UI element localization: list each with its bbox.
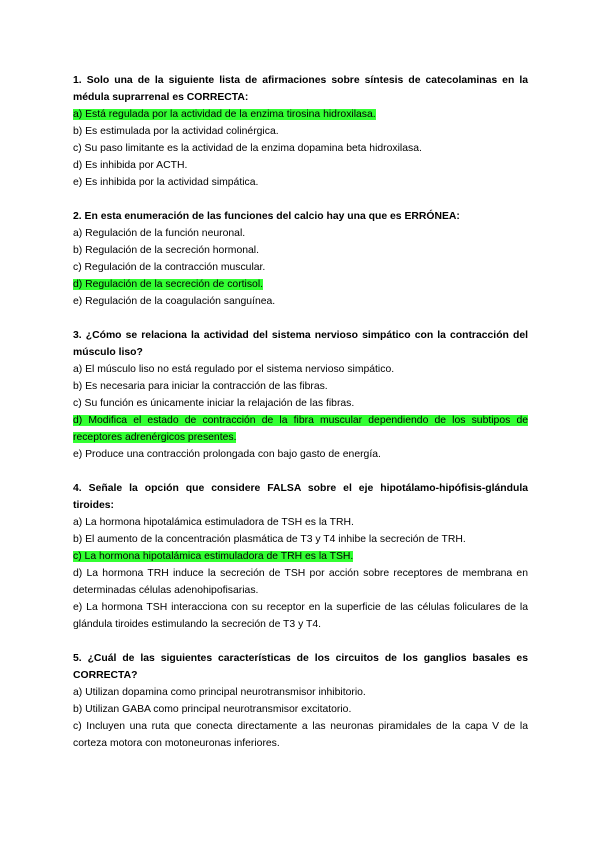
answer-option: b) Regulación de la secreción hormonal.	[73, 245, 259, 256]
answer-option: a) El músculo liso no está regulado por el sistema nervioso simpático.	[73, 364, 395, 375]
highlighted-answer: c) La hormona hipotalámica estimuladora de TRH es la TSH.	[73, 551, 354, 562]
answer-option: e) La hormona TSH interacciona con su receptor en la superficie de las células foliculares de la glándula tiroides estimulando la secreción de T3 y T4.	[73, 602, 528, 630]
question-title: 3. ¿Cómo se relaciona la actividad del sistema nervioso simpático con la contracción del músculo liso?	[73, 330, 528, 358]
answer-option: b) Es necesaria para iniciar la contracción de las fibras.	[73, 381, 328, 392]
answer-option	[73, 276, 528, 293]
answer-option: a) La hormona hipotalámica estimuladora de TSH es la TRH.	[73, 517, 354, 528]
answer-option	[73, 548, 528, 565]
answer-option: e) Produce una contracción prolongada con bajo gasto de energía.	[73, 449, 381, 460]
answer-option: c) Su función es únicamente iniciar la relajación de las fibras.	[73, 398, 355, 409]
highlighted-answer: d) Regulación de la secreción de cortisol.	[73, 279, 264, 290]
answer-option: a) Regulación de la función neuronal.	[73, 228, 246, 239]
answer-option: c) Incluyen una ruta que conecta directamente a las neuronas piramidales de la capa V de la corteza motora con motoneuronas inferiores.	[73, 721, 528, 749]
highlighted-answer: d) Modifica el estado de contracción de la fibra muscular dependiendo de los subtipos de receptores adrenérgicos presentes.	[73, 415, 528, 443]
answer-option: e) Regulación de la coagulación sanguínea.	[73, 296, 276, 307]
highlighted-answer: a) Está regulada por la actividad de la enzima tirosina hidroxilasa.	[73, 109, 376, 120]
question-1	[73, 72, 528, 191]
answer-option: c) Regulación de la contracción muscular.	[73, 262, 266, 273]
answer-option: a) Utilizan dopamina como principal neurotransmisor inhibitorio.	[73, 687, 366, 698]
answer-option: b) Es estimulada por la actividad colinérgica.	[73, 126, 279, 137]
answer-option: c) Su paso limitante es la actividad de la enzima dopamina beta hidroxilasa.	[73, 143, 422, 154]
question-5	[73, 650, 528, 752]
question-title: 1. Solo una de la siguiente lista de afirmaciones sobre síntesis de catecolaminas en la médula suprarrenal es CORRECTA:	[73, 75, 528, 103]
answer-option: e) Es inhibida por la actividad simpática.	[73, 177, 259, 188]
question-title: 4. Señale la opción que considere FALSA sobre el eje hipotálamo-hipófisis-glándula tiroides:	[73, 483, 528, 511]
answer-option: d) Es inhibida por ACTH.	[73, 160, 188, 171]
question-3	[73, 327, 528, 463]
question-title: 5. ¿Cuál de las siguientes características de los circuitos de los ganglios basales es CORRECTA?	[73, 653, 528, 681]
question-2	[73, 208, 528, 310]
question-4	[73, 480, 528, 633]
answer-option	[73, 106, 528, 123]
answer-option	[73, 412, 528, 446]
answer-option: b) El aumento de la concentración plasmática de T3 y T4 inhibe la secreción de TRH.	[73, 534, 466, 545]
answer-option: b) Utilizan GABA como principal neurotransmisor excitatorio.	[73, 704, 352, 715]
answer-option: d) La hormona TRH induce la secreción de TSH por acción sobre receptores de membrana en determinadas células adenohipofisarias.	[73, 568, 528, 596]
question-title: 2. En esta enumeración de las funciones del calcio hay una que es ERRÓNEA:	[73, 211, 460, 222]
